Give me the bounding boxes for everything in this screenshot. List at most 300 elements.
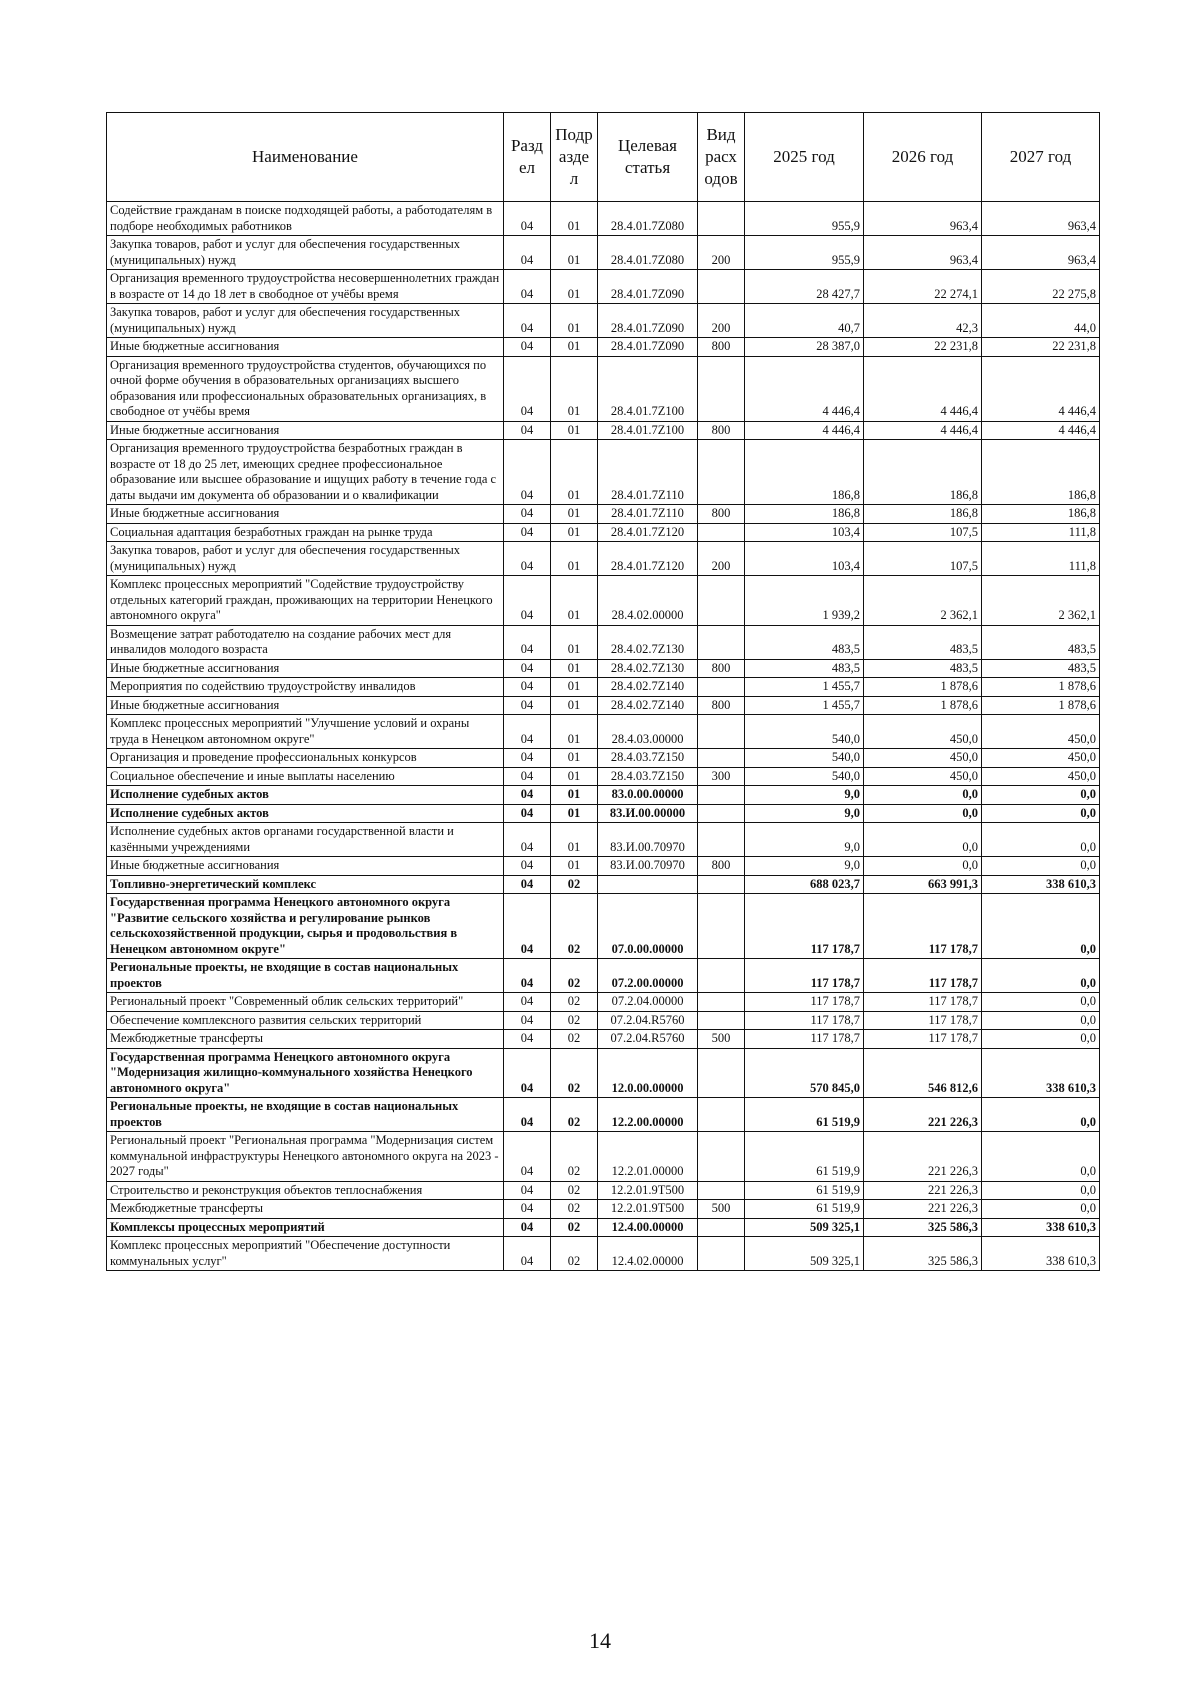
row-name: Комплекс процессных мероприятий "Обеспечение доступности коммунальных услуг" — [107, 1237, 504, 1271]
col-header-2025: 2025 год — [745, 113, 864, 202]
row-target-article: 83.И.00.00000 — [598, 804, 698, 823]
row-podrazdel: 01 — [551, 270, 598, 304]
row-razdel: 04 — [504, 749, 551, 768]
row-expense-type — [698, 202, 745, 236]
row-podrazdel: 01 — [551, 823, 598, 857]
row-amount-2025: 540,0 — [745, 767, 864, 786]
row-name: Комплекс процессных мероприятий "Содействие трудоустройству отдельных категорий граждан, проживающих на территории Ненецкого автономного округа" — [107, 576, 504, 626]
row-amount-2026: 325 586,3 — [864, 1218, 982, 1237]
row-amount-2027: 963,4 — [982, 236, 1100, 270]
row-expense-type: 800 — [698, 505, 745, 524]
row-podrazdel: 02 — [551, 1132, 598, 1182]
table-row — [107, 696, 1100, 715]
row-amount-2025: 9,0 — [745, 786, 864, 805]
row-name: Организация временного трудоустройства студентов, обучающихся по очной форме обучения в образовательных организациях высшего образования или профессиональных образовательных организациях, в свободное от учёбы время — [107, 356, 504, 421]
table-row — [107, 576, 1100, 626]
row-expense-type — [698, 523, 745, 542]
row-name: Организация временного трудоустройства несовершеннолетних граждан в возрасте от 14 до 18 лет в свободное от учёбы время — [107, 270, 504, 304]
row-amount-2026: 107,5 — [864, 542, 982, 576]
row-target-article: 07.2.00.00000 — [598, 959, 698, 993]
row-razdel: 04 — [504, 304, 551, 338]
row-name: Региональные проекты, не входящие в состав национальных проектов — [107, 959, 504, 993]
row-name: Комплекс процессных мероприятий "Улучшение условий и охраны труда в Ненецком автономном округе" — [107, 715, 504, 749]
row-amount-2027: 0,0 — [982, 894, 1100, 959]
row-podrazdel: 02 — [551, 1011, 598, 1030]
row-podrazdel: 02 — [551, 1030, 598, 1049]
table-row — [107, 542, 1100, 576]
col-header-razdel: Разд ел — [504, 113, 551, 202]
row-amount-2027: 22 231,8 — [982, 338, 1100, 357]
table-row — [107, 421, 1100, 440]
row-amount-2027: 338 610,3 — [982, 1218, 1100, 1237]
row-expense-type: 200 — [698, 542, 745, 576]
row-expense-type: 500 — [698, 1030, 745, 1049]
row-amount-2027: 0,0 — [982, 804, 1100, 823]
table-row — [107, 749, 1100, 768]
col-header-2027: 2027 год — [982, 113, 1100, 202]
row-podrazdel: 02 — [551, 875, 598, 894]
row-amount-2025: 40,7 — [745, 304, 864, 338]
row-amount-2027: 338 610,3 — [982, 875, 1100, 894]
row-amount-2025: 9,0 — [745, 823, 864, 857]
row-razdel: 04 — [504, 236, 551, 270]
row-razdel: 04 — [504, 659, 551, 678]
table-row — [107, 1181, 1100, 1200]
row-razdel: 04 — [504, 542, 551, 576]
row-amount-2026: 42,3 — [864, 304, 982, 338]
row-podrazdel: 02 — [551, 1098, 598, 1132]
row-amount-2026: 117 178,7 — [864, 959, 982, 993]
row-expense-type — [698, 625, 745, 659]
table-row — [107, 338, 1100, 357]
row-amount-2027: 450,0 — [982, 715, 1100, 749]
row-expense-type: 200 — [698, 304, 745, 338]
row-amount-2025: 9,0 — [745, 857, 864, 876]
row-amount-2026: 107,5 — [864, 523, 982, 542]
row-amount-2026: 221 226,3 — [864, 1181, 982, 1200]
row-expense-type — [698, 959, 745, 993]
row-target-article: 83.И.00.70970 — [598, 823, 698, 857]
row-razdel: 04 — [504, 1200, 551, 1219]
row-name: Иные бюджетные ассигнования — [107, 421, 504, 440]
row-expense-type: 800 — [698, 696, 745, 715]
row-name: Межбюджетные трансферты — [107, 1200, 504, 1219]
row-amount-2025: 4 446,4 — [745, 356, 864, 421]
row-target-article: 28.4.01.7Z100 — [598, 421, 698, 440]
row-razdel: 04 — [504, 678, 551, 697]
row-amount-2027: 450,0 — [982, 749, 1100, 768]
row-amount-2026: 663 991,3 — [864, 875, 982, 894]
row-podrazdel: 01 — [551, 857, 598, 876]
row-target-article: 28.4.01.7Z080 — [598, 236, 698, 270]
row-amount-2025: 117 178,7 — [745, 1030, 864, 1049]
row-name: Закупка товаров, работ и услуг для обеспечения государственных (муниципальных) нужд — [107, 236, 504, 270]
row-target-article: 28.4.01.7Z090 — [598, 338, 698, 357]
row-amount-2027: 4 446,4 — [982, 356, 1100, 421]
row-razdel: 04 — [504, 1237, 551, 1271]
row-expense-type — [698, 894, 745, 959]
table-row — [107, 959, 1100, 993]
table-row — [107, 767, 1100, 786]
row-amount-2025: 540,0 — [745, 715, 864, 749]
row-amount-2026: 117 178,7 — [864, 894, 982, 959]
row-expense-type: 200 — [698, 236, 745, 270]
row-name: Топливно-энергетический комплекс — [107, 875, 504, 894]
row-amount-2026: 186,8 — [864, 505, 982, 524]
row-amount-2026: 22 274,1 — [864, 270, 982, 304]
row-expense-type — [698, 576, 745, 626]
row-amount-2025: 9,0 — [745, 804, 864, 823]
row-expense-type — [698, 823, 745, 857]
row-expense-type — [698, 715, 745, 749]
row-podrazdel: 02 — [551, 1181, 598, 1200]
row-amount-2026: 450,0 — [864, 767, 982, 786]
col-header-target: Целевая статья — [598, 113, 698, 202]
col-header-vid: Вид расх одов — [698, 113, 745, 202]
row-podrazdel: 02 — [551, 959, 598, 993]
row-amount-2025: 103,4 — [745, 523, 864, 542]
row-amount-2026: 221 226,3 — [864, 1200, 982, 1219]
row-target-article: 28.4.02.7Z140 — [598, 696, 698, 715]
row-razdel: 04 — [504, 440, 551, 505]
table-row — [107, 857, 1100, 876]
row-razdel: 04 — [504, 857, 551, 876]
row-name: Строительство и реконструкция объектов теплоснабжения — [107, 1181, 504, 1200]
row-expense-type — [698, 440, 745, 505]
row-target-article: 83.0.00.00000 — [598, 786, 698, 805]
row-target-article: 12.2.01.9T500 — [598, 1181, 698, 1200]
row-podrazdel: 01 — [551, 505, 598, 524]
row-razdel: 04 — [504, 1030, 551, 1049]
row-name: Исполнение судебных актов — [107, 786, 504, 805]
row-amount-2027: 2 362,1 — [982, 576, 1100, 626]
row-name: Комплексы процессных мероприятий — [107, 1218, 504, 1237]
row-amount-2025: 483,5 — [745, 659, 864, 678]
row-amount-2027: 44,0 — [982, 304, 1100, 338]
table-row — [107, 440, 1100, 505]
row-amount-2026: 117 178,7 — [864, 993, 982, 1012]
row-name: Обеспечение комплексного развития сельских территорий — [107, 1011, 504, 1030]
row-amount-2025: 4 446,4 — [745, 421, 864, 440]
row-podrazdel: 01 — [551, 659, 598, 678]
row-amount-2027: 0,0 — [982, 1132, 1100, 1182]
row-podrazdel: 01 — [551, 767, 598, 786]
row-podrazdel: 02 — [551, 894, 598, 959]
table-row — [107, 523, 1100, 542]
row-name: Закупка товаров, работ и услуг для обеспечения государственных (муниципальных) нужд — [107, 542, 504, 576]
row-razdel: 04 — [504, 804, 551, 823]
col-header-2026: 2026 год — [864, 113, 982, 202]
row-amount-2025: 117 178,7 — [745, 894, 864, 959]
row-podrazdel: 02 — [551, 1237, 598, 1271]
row-name: Возмещение затрат работодателю на создание рабочих мест для инвалидов молодого возраста — [107, 625, 504, 659]
row-podrazdel: 01 — [551, 696, 598, 715]
row-amount-2026: 4 446,4 — [864, 356, 982, 421]
table-row — [107, 678, 1100, 697]
row-expense-type: 800 — [698, 857, 745, 876]
row-target-article: 28.4.02.7Z130 — [598, 625, 698, 659]
row-razdel: 04 — [504, 270, 551, 304]
row-amount-2025: 61 519,9 — [745, 1200, 864, 1219]
row-razdel: 04 — [504, 894, 551, 959]
row-target-article: 07.2.04.R5760 — [598, 1011, 698, 1030]
table-row — [107, 894, 1100, 959]
row-amount-2025: 688 023,7 — [745, 875, 864, 894]
row-amount-2027: 0,0 — [982, 1098, 1100, 1132]
row-expense-type — [698, 1237, 745, 1271]
row-amount-2026: 325 586,3 — [864, 1237, 982, 1271]
row-podrazdel: 01 — [551, 715, 598, 749]
row-name: Иные бюджетные ассигнования — [107, 659, 504, 678]
row-target-article: 28.4.01.7Z110 — [598, 505, 698, 524]
row-expense-type — [698, 356, 745, 421]
row-target-article: 12.4.00.00000 — [598, 1218, 698, 1237]
row-amount-2025: 186,8 — [745, 505, 864, 524]
table-row — [107, 270, 1100, 304]
table-row — [107, 625, 1100, 659]
row-expense-type: 300 — [698, 767, 745, 786]
row-amount-2027: 0,0 — [982, 959, 1100, 993]
col-header-name: Наименование — [107, 113, 504, 202]
row-name: Иные бюджетные ассигнования — [107, 696, 504, 715]
table-row — [107, 1098, 1100, 1132]
row-target-article: 28.4.03.7Z150 — [598, 749, 698, 768]
row-razdel: 04 — [504, 356, 551, 421]
row-amount-2025: 483,5 — [745, 625, 864, 659]
row-target-article: 12.2.01.9T500 — [598, 1200, 698, 1219]
row-amount-2026: 546 812,6 — [864, 1048, 982, 1098]
row-name: Иные бюджетные ассигнования — [107, 338, 504, 357]
row-podrazdel: 01 — [551, 304, 598, 338]
row-amount-2025: 61 519,9 — [745, 1181, 864, 1200]
row-podrazdel: 01 — [551, 542, 598, 576]
row-amount-2025: 61 519,9 — [745, 1098, 864, 1132]
row-podrazdel: 01 — [551, 625, 598, 659]
row-amount-2027: 0,0 — [982, 1181, 1100, 1200]
row-amount-2026: 22 231,8 — [864, 338, 982, 357]
row-target-article: 12.4.02.00000 — [598, 1237, 698, 1271]
row-target-article: 28.4.01.7Z090 — [598, 270, 698, 304]
row-amount-2027: 0,0 — [982, 857, 1100, 876]
row-podrazdel: 01 — [551, 576, 598, 626]
row-podrazdel: 01 — [551, 440, 598, 505]
table-row — [107, 1030, 1100, 1049]
row-amount-2026: 0,0 — [864, 786, 982, 805]
row-amount-2027: 483,5 — [982, 625, 1100, 659]
row-amount-2026: 963,4 — [864, 202, 982, 236]
row-target-article: 12.2.00.00000 — [598, 1098, 698, 1132]
row-name: Государственная программа Ненецкого автономного округа "Модернизация жилищно-коммунального хозяйства Ненецкого автономного округа" — [107, 1048, 504, 1098]
table-row — [107, 505, 1100, 524]
row-name: Содействие гражданам в поиске подходящей работы, а работодателям в подборе необходимых работников — [107, 202, 504, 236]
row-amount-2026: 0,0 — [864, 823, 982, 857]
row-amount-2025: 28 427,7 — [745, 270, 864, 304]
row-amount-2026: 117 178,7 — [864, 1030, 982, 1049]
row-target-article: 28.4.01.7Z090 — [598, 304, 698, 338]
row-expense-type — [698, 875, 745, 894]
row-amount-2025: 117 178,7 — [745, 993, 864, 1012]
row-podrazdel: 02 — [551, 993, 598, 1012]
table-row — [107, 1237, 1100, 1271]
row-amount-2027: 22 275,8 — [982, 270, 1100, 304]
row-target-article: 07.2.04.00000 — [598, 993, 698, 1012]
row-amount-2027: 186,8 — [982, 440, 1100, 505]
row-amount-2025: 955,9 — [745, 202, 864, 236]
row-amount-2025: 117 178,7 — [745, 959, 864, 993]
row-podrazdel: 01 — [551, 786, 598, 805]
page-number: 14 — [589, 1628, 611, 1653]
table-row — [107, 1132, 1100, 1182]
row-amount-2026: 1 878,6 — [864, 678, 982, 697]
row-amount-2026: 4 446,4 — [864, 421, 982, 440]
row-amount-2027: 0,0 — [982, 786, 1100, 805]
header-row — [107, 113, 1100, 202]
budget-table — [106, 112, 1100, 1271]
row-name: Исполнение судебных актов органами государственной власти и казёнными учреждениями — [107, 823, 504, 857]
row-amount-2027: 0,0 — [982, 993, 1100, 1012]
row-expense-type — [698, 786, 745, 805]
table-row — [107, 356, 1100, 421]
row-razdel: 04 — [504, 1181, 551, 1200]
row-amount-2026: 0,0 — [864, 857, 982, 876]
row-expense-type — [698, 804, 745, 823]
row-target-article: 12.2.01.00000 — [598, 1132, 698, 1182]
row-razdel: 04 — [504, 523, 551, 542]
row-expense-type — [698, 678, 745, 697]
row-name: Закупка товаров, работ и услуг для обеспечения государственных (муниципальных) нужд — [107, 304, 504, 338]
row-amount-2026: 450,0 — [864, 749, 982, 768]
table-row — [107, 1200, 1100, 1219]
row-target-article: 12.0.00.00000 — [598, 1048, 698, 1098]
row-target-article: 28.4.03.00000 — [598, 715, 698, 749]
row-amount-2026: 221 226,3 — [864, 1098, 982, 1132]
row-amount-2026: 117 178,7 — [864, 1011, 982, 1030]
row-amount-2027: 338 610,3 — [982, 1237, 1100, 1271]
row-razdel: 04 — [504, 505, 551, 524]
row-expense-type — [698, 1011, 745, 1030]
row-name: Исполнение судебных актов — [107, 804, 504, 823]
row-amount-2025: 540,0 — [745, 749, 864, 768]
row-amount-2027: 450,0 — [982, 767, 1100, 786]
row-razdel: 04 — [504, 767, 551, 786]
row-name: Государственная программа Ненецкого автономного округа "Развитие сельского хозяйства и регулирование рынков сельскохозяйственной продукции, сырья и продовольствия в Ненецком автономном округе" — [107, 894, 504, 959]
row-target-article: 28.4.01.7Z080 — [598, 202, 698, 236]
row-target-article: 28.4.03.7Z150 — [598, 767, 698, 786]
row-amount-2027: 338 610,3 — [982, 1048, 1100, 1098]
row-target-article: 28.4.02.00000 — [598, 576, 698, 626]
row-amount-2026: 221 226,3 — [864, 1132, 982, 1182]
row-razdel: 04 — [504, 202, 551, 236]
row-amount-2026: 963,4 — [864, 236, 982, 270]
row-razdel: 04 — [504, 959, 551, 993]
table-row — [107, 1011, 1100, 1030]
row-expense-type: 800 — [698, 659, 745, 678]
table-row — [107, 236, 1100, 270]
row-amount-2027: 186,8 — [982, 505, 1100, 524]
row-amount-2027: 0,0 — [982, 1200, 1100, 1219]
row-name: Иные бюджетные ассигнования — [107, 505, 504, 524]
row-amount-2025: 103,4 — [745, 542, 864, 576]
row-amount-2027: 483,5 — [982, 659, 1100, 678]
row-expense-type — [698, 749, 745, 768]
row-razdel: 04 — [504, 696, 551, 715]
table-row — [107, 804, 1100, 823]
row-expense-type — [698, 1132, 745, 1182]
table-row — [107, 304, 1100, 338]
row-amount-2025: 509 325,1 — [745, 1218, 864, 1237]
row-podrazdel: 02 — [551, 1200, 598, 1219]
row-amount-2027: 111,8 — [982, 542, 1100, 576]
row-podrazdel: 01 — [551, 749, 598, 768]
row-amount-2025: 1 939,2 — [745, 576, 864, 626]
row-amount-2025: 509 325,1 — [745, 1237, 864, 1271]
row-expense-type — [698, 1098, 745, 1132]
row-name: Мероприятия по содействию трудоустройству инвалидов — [107, 678, 504, 697]
row-name: Межбюджетные трансферты — [107, 1030, 504, 1049]
row-amount-2025: 61 519,9 — [745, 1132, 864, 1182]
row-podrazdel: 01 — [551, 678, 598, 697]
row-amount-2027: 111,8 — [982, 523, 1100, 542]
row-amount-2027: 1 878,6 — [982, 696, 1100, 715]
table-body — [107, 202, 1100, 1271]
row-podrazdel: 02 — [551, 1048, 598, 1098]
row-target-article: 07.0.00.00000 — [598, 894, 698, 959]
row-podrazdel: 01 — [551, 356, 598, 421]
row-razdel: 04 — [504, 1011, 551, 1030]
row-amount-2026: 1 878,6 — [864, 696, 982, 715]
row-amount-2025: 570 845,0 — [745, 1048, 864, 1098]
row-amount-2025: 1 455,7 — [745, 678, 864, 697]
row-razdel: 04 — [504, 338, 551, 357]
row-expense-type: 500 — [698, 1200, 745, 1219]
row-podrazdel: 01 — [551, 202, 598, 236]
row-podrazdel: 01 — [551, 523, 598, 542]
row-target-article: 28.4.01.7Z100 — [598, 356, 698, 421]
row-razdel: 04 — [504, 1048, 551, 1098]
row-amount-2027: 0,0 — [982, 1011, 1100, 1030]
table-row — [107, 659, 1100, 678]
row-razdel: 04 — [504, 993, 551, 1012]
row-expense-type — [698, 993, 745, 1012]
row-amount-2026: 483,5 — [864, 625, 982, 659]
row-razdel: 04 — [504, 786, 551, 805]
row-razdel: 04 — [504, 715, 551, 749]
col-header-podrazdel: Подр азде л — [551, 113, 598, 202]
row-amount-2026: 0,0 — [864, 804, 982, 823]
row-podrazdel: 02 — [551, 1218, 598, 1237]
row-amount-2027: 0,0 — [982, 823, 1100, 857]
row-target-article: 83.И.00.70970 — [598, 857, 698, 876]
row-expense-type — [698, 270, 745, 304]
row-target-article: 28.4.01.7Z110 — [598, 440, 698, 505]
row-podrazdel: 01 — [551, 338, 598, 357]
table-row — [107, 786, 1100, 805]
row-name: Региональный проект "Региональная программа "Модернизация систем коммунальной инфраструктуры Ненецкого автономного округа на 2023 - 2027 годы" — [107, 1132, 504, 1182]
row-name: Региональный проект "Современный облик сельских территорий" — [107, 993, 504, 1012]
row-amount-2027: 4 446,4 — [982, 421, 1100, 440]
row-expense-type: 800 — [698, 421, 745, 440]
row-name: Социальная адаптация безработных граждан на рынке труда — [107, 523, 504, 542]
row-amount-2026: 186,8 — [864, 440, 982, 505]
row-target-article: 28.4.02.7Z130 — [598, 659, 698, 678]
row-razdel: 04 — [504, 875, 551, 894]
row-target-article: 28.4.02.7Z140 — [598, 678, 698, 697]
row-amount-2025: 28 387,0 — [745, 338, 864, 357]
row-name: Организация и проведение профессиональных конкурсов — [107, 749, 504, 768]
row-amount-2026: 450,0 — [864, 715, 982, 749]
row-name: Иные бюджетные ассигнования — [107, 857, 504, 876]
row-target-article: 28.4.01.7Z120 — [598, 542, 698, 576]
